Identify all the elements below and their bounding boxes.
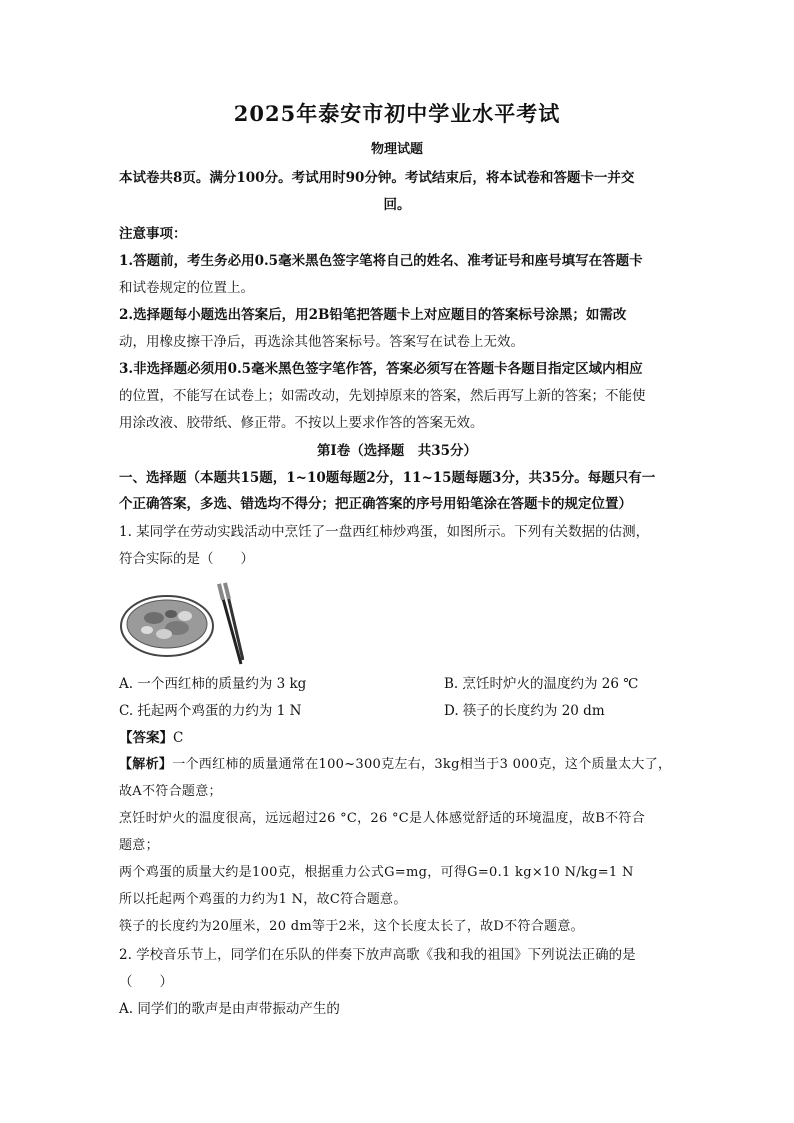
q1-option-a: A. 一个西红柿的质量约为 3 kg <box>119 676 307 692</box>
q1-analysis-3: 烹饪时炉火的温度很高，远远超过26 °C，26 °C是人体感觉舒适的环境温度，故B不符合 <box>119 811 645 826</box>
section-title: 第Ⅰ卷（选择题 共35分） <box>316 443 478 459</box>
tomato-egg-plate-image <box>119 578 244 668</box>
q1-answer <box>119 726 183 746</box>
note-3a: 3.非选择题必须用0.5毫米黑色签字笔作答，答案必须写在答题卡各题目指定区域内相应 <box>119 361 643 377</box>
q1-analysis-5: 两个鸡蛋的质量大约是100克，根据重力公式G=mg，可得G=0.1 kg×10 N/kg=1 N <box>119 865 634 880</box>
section-instructions-b: 个正确答案，多选、错选均不得分；把正确答案的序号用铅笔涂在答题卡的规定位置） <box>119 496 632 512</box>
analysis-label: 【解析】 <box>119 757 173 772</box>
q1-stem-a: 1. 某同学在劳动实践活动中烹饪了一盘西红柿炒鸡蛋，如图所示。下列有关数据的估测， <box>119 524 650 540</box>
analysis-text-1: 一个西红柿的质量通常在100~300克左右，3kg相当于3 000克，这个质量太大了， <box>172 757 672 772</box>
note-3c: 用涂改液、胶带纸、修正带。不按以上要求作答的答案无效。 <box>119 415 484 431</box>
q1-option-d: D. 筷子的长度约为 20 dm <box>444 703 605 719</box>
section-instructions-a: 一、选择题（本题共15题，1~10题每题2分，11~15题每题3分，共35分。每题只有一 <box>119 470 656 486</box>
note-1b: 和试卷规定的位置上。 <box>119 280 254 296</box>
exam-subject: 物理试题 <box>370 142 423 157</box>
exam-title: 2025年泰安市初中学业水平考试 <box>233 101 561 126</box>
note-2a: 2.选择题每小题选出答案后，用2B铅笔把答题卡上对应题目的答案标号涂黑；如需改 <box>119 307 627 323</box>
q1-analysis-7: 筷子的长度约为20厘米，20 dm等于2米，这个长度太长了，故D不符合题意。 <box>119 919 584 934</box>
q2-option-a: A. 同学们的歌声是由声带振动产生的 <box>119 1001 340 1017</box>
note-1a: 1.答题前，考生务必用0.5毫米黑色签字笔将自己的姓名、准考证号和座号填写在答题卡 <box>119 253 643 269</box>
note-3b: 的位置，不能写在试卷上；如需改动，先划掉原来的答案，然后再写上新的答案；不能使 <box>119 388 646 404</box>
q1-stem-b: 符合实际的是（ ） <box>119 551 254 567</box>
q1-analysis-4: 题意； <box>119 838 159 853</box>
notes-heading: 注意事项： <box>119 226 187 242</box>
intro-line-2: 回。 <box>383 197 411 213</box>
q1-analysis-1 <box>119 753 671 772</box>
intro-line-1: 本试卷共8页。满分100分。考试用时90分钟。考试结束后，将本试卷和答题卡一并交 <box>119 170 635 186</box>
q1-option-b: B. 烹饪时炉火的温度约为 26 ℃ <box>444 676 639 692</box>
answer-label: 【答案】 <box>119 730 173 746</box>
q1-analysis-6: 所以托起两个鸡蛋的力约为1 N，故C符合题意。 <box>119 892 407 907</box>
note-2b: 动，用橡皮擦干净后，再选涂其他答案标号。答案写在试卷上无效。 <box>119 334 524 350</box>
q2-stem-a: 2. 学校音乐节上，同学们在乐队的伴奏下放声高歌《我和我的祖国》下列说法正确的是 <box>119 947 636 963</box>
q2-stem-b: （ ） <box>119 974 173 990</box>
answer-value: C <box>173 730 184 746</box>
q1-option-c: C. 托起两个鸡蛋的力约为 1 N <box>119 703 302 719</box>
q1-analysis-2: 故A不符合题意； <box>119 784 222 799</box>
